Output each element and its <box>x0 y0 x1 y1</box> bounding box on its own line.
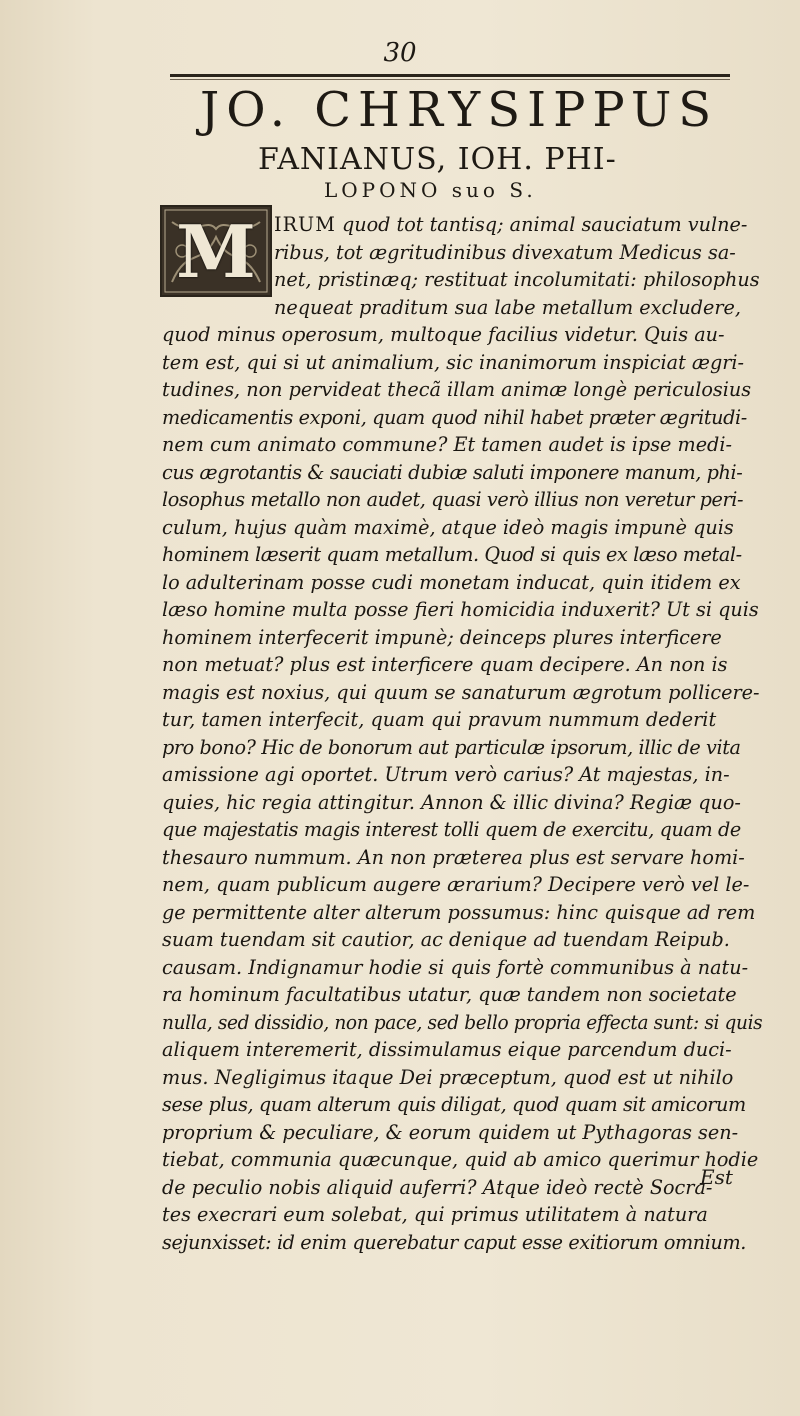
text-line: pro bono? Hic de bonorum aut particulæ ipsorum, illic de vita <box>162 735 741 759</box>
text-line: lo adulterinam posse cudi monetam inducat, quin itidem ex <box>162 570 741 594</box>
text-line: non metuat? plus est interficere quam decipere. An non is <box>162 653 728 676</box>
text-line: tudines, non pervideat thecã illam animæ longè periculosius <box>162 378 752 401</box>
text-line: que majestatis magis interest tolli quem de exercitu, quam de <box>162 818 741 841</box>
text-line: tur, tamen interfecit, quam qui pravum nummum dederit <box>162 708 717 731</box>
text-line: sese plus, quam alterum quis diligat, quod quam sit amicorum <box>162 1093 746 1116</box>
body-text <box>162 208 763 1256</box>
page-number: 30 <box>383 38 417 68</box>
text-line: læso homine multa posse fieri homicidia induxerit? Ut si quis <box>162 598 759 621</box>
heading-line-3: LOPONO suo S. <box>324 178 537 202</box>
text-line: thesauro nummum. An non præterea plus est servare homi- <box>162 845 745 869</box>
heading-line-2: FANIANUS, IOH. PHI- <box>258 142 617 177</box>
text-line: ge permittente alter alterum possumus: hinc quisque ad rem <box>162 900 756 924</box>
text-line: net, pristinæq; restituat incolumitati: philosophus <box>274 268 760 291</box>
initial-letter: M <box>176 208 256 294</box>
text-line: nem, quam publicum augere ærarium? Decipere verò vel le- <box>162 873 750 896</box>
text-line: hominem læserit quam metallum. Quod si quis ex læso metal- <box>162 543 742 566</box>
text-line: tiebat, communia quæcunque, quid ab amico querimur hodie <box>162 1148 759 1171</box>
text-line: suam tuendam sit cautior, ac denique ad tuendam Reipub. <box>162 928 730 951</box>
text-line: tes execrari eum solebat, qui primus utilitatem à natura <box>162 1203 708 1226</box>
text-line: de peculio nobis aliquid auferri? Atque ideò rectè Socra- <box>162 1175 713 1199</box>
text-line: quod minus operosum, multoque facilius videtur. Quis au- <box>162 323 725 346</box>
text-line: quies, hic regia attingitur. Annon & illic divina? Regiæ quo- <box>162 790 741 814</box>
heading-title: JO. CHRYSIPPUS <box>200 82 719 138</box>
text-line: mus. Negligimus itaque Dei præceptum, quod est ut nihilo <box>162 1065 734 1089</box>
text-line: ra hominum facultatibus utatur, quæ tandem non societate <box>162 983 737 1006</box>
text-line: cus ægrotantis & sauciati dubiæ saluti imponere manum, phi- <box>162 460 743 484</box>
text-line: causam. Indignamur hodie si quis fortè communibus à natu- <box>162 955 749 979</box>
first-word: IRUM <box>274 213 336 236</box>
text-line: magis est noxius, qui quum se sanaturum ægrotum pollicere- <box>162 680 760 704</box>
text-line: ribus, tot ægritudinibus divexatum Medicus sa- <box>274 240 736 264</box>
header-rule <box>170 74 730 77</box>
text-line: aliquem interemerit, dissimulamus eique parcendum duci- <box>162 1038 732 1061</box>
text-line: hominem interfecerit impunè; deinceps plures interficere <box>162 625 722 649</box>
text-line: nem cum animato commune? Et tamen audet is ipse medi- <box>162 433 732 456</box>
text-line: IRUM quod tot tantisq; animal sauciatum vulne- <box>274 213 748 236</box>
text-line: proprium & peculiare, & eorum quidem ut Pythagoras sen- <box>162 1120 739 1144</box>
text-line: tem est, qui si ut animalium, sic inanimorum inspiciat ægri- <box>162 350 745 374</box>
text-line: medicamentis exponi, quam quod nihil habet præter ægritudi- <box>162 405 747 429</box>
text-line: nequeat praditum sua labe metallum excludere, <box>274 295 741 319</box>
text-line: culum, hujus quàm maximè, atque ideò magis impunè quis <box>162 515 734 539</box>
text-line: sejunxisset: id enim querebatur caput esse exitiorum omnium. <box>162 1230 746 1254</box>
text-line: amissione agi oportet. Utrum verò carius? At majestas, in- <box>162 763 730 786</box>
catchword: Est <box>700 1165 733 1189</box>
header-rule-thin <box>170 79 730 80</box>
text-line: nulla, sed dissidio, non pace, sed bello propria effecta sunt: si quis <box>162 1010 763 1034</box>
text-line: losophus metallo non audet, quasi verò illius non veretur peri- <box>162 488 744 511</box>
